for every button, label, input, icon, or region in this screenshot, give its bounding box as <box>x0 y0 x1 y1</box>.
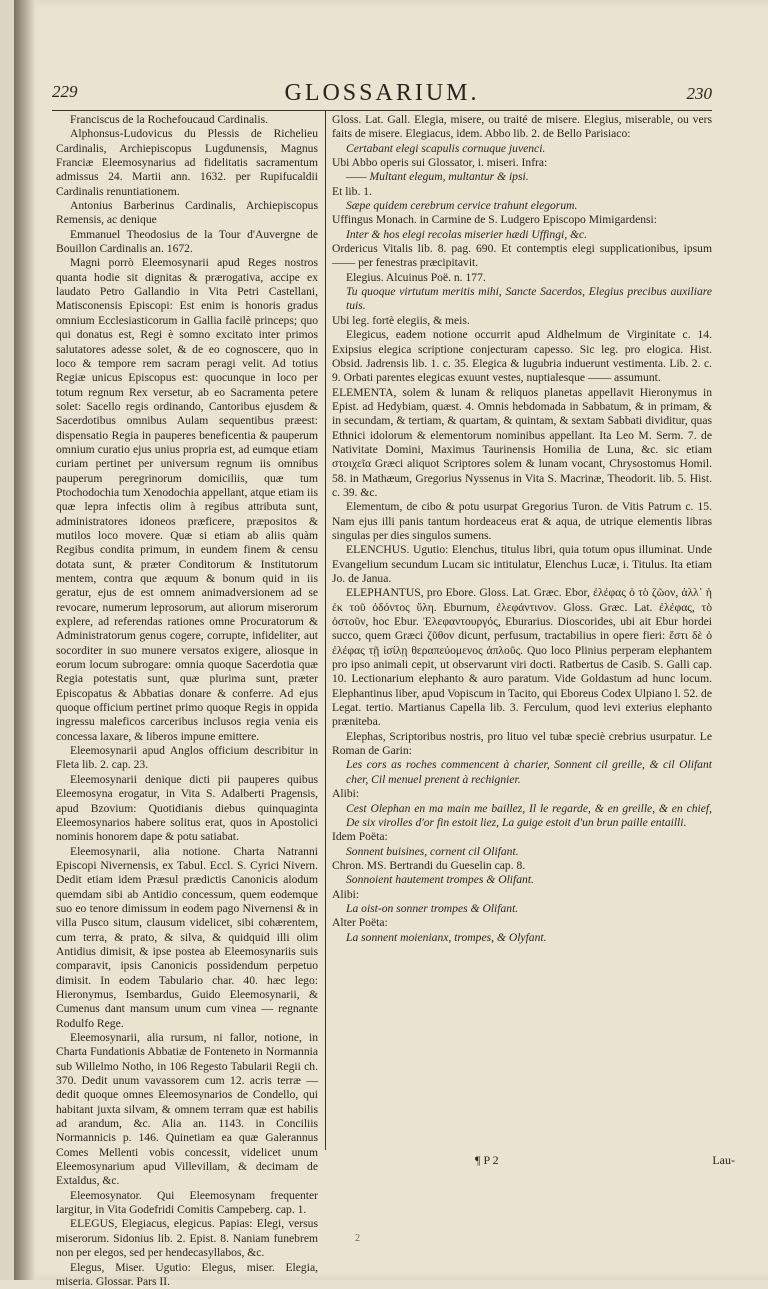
entry-paragraph: Elegus, Miser. Ugutio: Elegus, miser. Elegia, miseria. Glossar. Pars II. <box>56 1261 318 1289</box>
entry-paragraph: Et lib. 1. <box>332 185 712 199</box>
entry-paragraph: ELEPHANTUS, pro Ebore. Gloss. Lat. Græc. Ebor, ἐλέφας ὁ τὸ ζῶον, ἀλλ᾽ ἡ ἐκ τοῦ ὀδόντος ὕλη. Eburnum, ἐλεφάντινον. Gloss. Græc. Lat. ἐλέφας, τὸ ὀστοῦν, hoc Ebur. Ἐλεφαντουργός, Eburarius. Dioscorides, ubi ait Ebur hordei succo, quem Græci ζῦθον dicunt, perfusum, tractabilius in opere fieri: ἔστι δὲ ὁ ἐλέφας τῇ ἰσίλῃ θεραπεύομενος ἁπλοῦς. Quo loco Plinius perperam elephantem pro ipso animali cepit, ut observarunt viri docti. Ratbertus de Casib. S. Galli cap. 10. Lectionarium elephanto & auro paratum. Vide Goldastum ad hunc locum. Elephantinus liber, apud Vopiscum in Tacito, qui Eboreus Codex Ulpiano l. 52. de Legat. tertio. Martianus Capella lib. 3. Ferculum, quod levi exterius elephanto præniteba. <box>332 586 712 729</box>
entry-paragraph: Ubi leg. fortè elegiis, & meis. <box>332 314 712 328</box>
signature-mark: ¶ P 2 <box>475 1153 499 1168</box>
left-page-number: 229 <box>52 82 78 102</box>
verse-quote: Cest Olephan en ma main me baillez, Il le regarde, & en greille, & en chief, De six virolles d'or fin estoit liez, La guige estoit d'un brun paille entailli. <box>332 802 712 831</box>
entry-paragraph: Elephas, Scriptoribus nostris, pro lituo vel tubæ speciè crebrius usurpatur. Le Roman de Garin: <box>332 730 712 759</box>
verse-quote: La oist-on sonner trompes & Olifant. <box>332 902 712 916</box>
entry-paragraph: ELEGUS, Elegiacus, elegicus. Papias: Elegi, versus miserorum. Sidonius lib. 2. Epist. 8. Naniam funebrem non per elegos, sed per hendecasyllabos, &c. <box>56 1217 318 1260</box>
entry-paragraph: Gloss. Lat. Gall. Elegia, misere, ou traité de misere. Elegius, miserable, ou vers faits de misere. Elegiacus, idem. Abbo lib. 2. de Bello Parisiaco: <box>332 113 712 142</box>
entry-paragraph: ELENCHUS. Ugutio: Elenchus, titulus libri, quia totum opus illuminat. Unde Evangelium secundum Lucam sic intitulatur, Elenchus Lucæ, i. Titulus. Ita etiam Jo. de Janua. <box>332 543 712 586</box>
verse-quote: Sonnent buisines, cornent cil Olifant. <box>332 845 712 859</box>
verse-quote: Tu quoque virtutum meritis mihi, Sancte Sacerdos, Elegius precibus auxiliare tuis. <box>332 285 712 314</box>
running-header <box>52 80 712 110</box>
entry-paragraph: Elementum, de cibo & potu usurpat Gregorius Turon. de Vitis Patrum c. 15. Nam ejus illi panis tantum hordeaceus erat & aqua, de utrique elementis libras singulas per dies singulos sumens. <box>332 500 712 543</box>
verse-quote: —— Multant elegum, multantur & ipsi. <box>332 170 712 184</box>
entry-paragraph: Magni porrò Eleemosynarii apud Reges nostros quanta hodie sit dignitas & prærogativa, accipe ex laudato Petro Gallandio in Vita Petri Castellani, Matisconensis Episcopi: Est enim is honoris gradus omnium Ecclesiasticorum in Gallia facilè princeps; quo qui donatus est, Regi è somno excitato inter primos salutatores adesse solet, & de eo cognoscere, quo in loco & tempore rem sacram peragi velit. Ad totius Regiæ unicus Episcopus est: quocunque in loco per totum regnum Rex versetur, ab eo Sacramenta petere solet: Sacello regis ordinando, Cantoribus ejusdem & Sacerdotibus omnibus Aulam sequentibus præest: dispensatio Regia in pauperes beneficentia & pauperum omnium curatio ejus unius propria est, ad eumque etiam curiam pertinet per universum regnum iis omnibus pauperum peregrinorum domiciliis, quæ tum Ptochodochia tum Xenodochia appellant, atque etiam iis quæ lepra infectis olim à regibus attributa sunt, administratores idoneos præficere, præpositos & mutilos loco movere. Quæ si etiam ab aliis quàm Regibus condita primum, in eundem finem & censu dotata sunt, & præter Conditorum & Institutorum mentem, contra que æquum & bonum quid in iis geratur, ejus de est omnem animadversionem ad se revocare, numerum leprosorum, aut aliorum miserorum explere, ad referendas rationes omne Procuratorum & Administratorum genus cogere, corrupte, infideliter, aut socorditer in suo munere versatos exigere, aliosque in eorum locum subrogare: omnia quoque Sacerdotia quæ Regia potestatis sunt, quæ plurima sunt, præter Episcopatus & Abbatias donare & conferre. Ad ejus quoque officium pertinet primo quoque Regis in oppida ingressu maleficos carceribus inclusos regia venia eis concessa laxare, & liberos impune emittere. <box>56 256 318 744</box>
entry-paragraph: Antonius Barberinus Cardinalis, Archiepiscopus Remensis, ac denique <box>56 199 318 228</box>
page-footer <box>475 1153 755 1169</box>
bottom-mark: 2 <box>355 1233 360 1244</box>
page-title: GLOSSARIUM. <box>52 80 712 107</box>
verse-quote: Sonnoient hautement trompes & Olifant. <box>332 873 712 887</box>
entry-paragraph: Alibi: <box>332 888 712 902</box>
verse-quote: La sonnent moienianx, trompes, & Olyfant. <box>332 931 712 945</box>
entry-paragraph: Eleemosynarii, alia notione. Charta Natranni Episcopi Nivernensis, ex Tabul. Eccl. S. Cyrici Nivern. Dedit etiam idem Præsul prædictis Canonicis alodum quemdam sibi ab Antidio concessum, quem eodemque suo eo tenore dimissum in eodem pago Nivernensi & in villa Pusco situm, clausum videlicet, sibi cohærentem, cum terra, & prato, & silva, & quidquid illi olim Antidius dimisit, & ipse postea ab Eleemosynariis suis comparavit, ipsis Canonicis possidendum perpetuo dimisit. In eodem Tabulario char. 40. hæc lego: Hieronymus, Isembardus, Guido Eleemosynarii, & Cumenus dant mansum unum cum vinea — regnante Rodulfo Rege. <box>56 845 318 1031</box>
verse-quote: Inter & hos elegi recolas miserier hædi Uffingi, &c. <box>332 228 712 242</box>
right-page-number: 230 <box>687 84 713 104</box>
right-column <box>332 113 712 945</box>
entry-paragraph: Alter Poëta: <box>332 916 712 930</box>
entry-paragraph: Eleemosynator. Qui Eleemosynam frequenter largitur, in Vita Godefridi Comitis Campeberg. cap. 1. <box>56 1189 318 1218</box>
entry-paragraph: Alibi: <box>332 787 712 801</box>
entry-paragraph: Emmanuel Theodosius de la Tour d'Auvergne de Bouillon Cardinalis an. 1672. <box>56 228 318 257</box>
header-rule <box>52 110 712 111</box>
entry-paragraph: Elegicus, eadem notione occurrit apud Aldhelmum de Virginitate c. 14. Exipsius elegica scriptione conjecturam capesso. Sic leg. pro elogica. Hist. Obsid. Jadrensis lib. 1. c. 35. Elegica & lugubria induerunt vestimenta. Lib. 2. c. 9. Orbati parentes elegicas exuunt vestes, nuptialesque —— assumunt. <box>332 328 712 385</box>
entry-paragraph: Ordericus Vitalis lib. 8. pag. 690. Et contemptis elegi supplicationibus, ipsum —— per fenestras præcipitavit. <box>332 242 712 271</box>
page-binding-shadow <box>14 0 36 1280</box>
verse-quote: Certabant elegi scapulis cornuque juvenci. <box>332 142 712 156</box>
left-column <box>56 113 318 1289</box>
column-divider <box>325 110 326 1150</box>
entry-paragraph: Uffingus Monach. in Carmine de S. Ludgero Episcopo Mimigardensi: <box>332 213 712 227</box>
entry-paragraph: Idem Poëta: <box>332 830 712 844</box>
entry-paragraph: ELEMENTA, solem & lunam & reliquos planetas appellavit Hieronymus in Epist. ad Hedybiam, quæst. 4. Omnis hebdomada in Sabbatum, & in primam, & in secundam, & tertiam, & quartam, & quintam, & sextam Sabbati dividitur, quas Ethnici idolorum & elementorum nominibus appellant. Ita Leo M. Serm. 7. de Nativitate Domini, Maximus Taurinensis Homilia de Luna, &c. sic etiam στοιχεῖα Græci aliquot Scriptores solem & lunam vocant, Chrysostomus Homil. 58. in Mathæum, Gregorius Nyssenus in Vita S. Macrinæ, Theodorit. lib. 5. Hist. c. 39. &c. <box>332 386 712 501</box>
verse-quote: Sæpe quidem cerebrum cervice trahunt elegorum. <box>332 199 712 213</box>
entry-paragraph: Chron. MS. Bertrandi du Gueselin cap. 8. <box>332 859 712 873</box>
entry-paragraph: Eleemosynarii denique dicti pii pauperes quibus Eleemosyna erogatur, in Vita S. Adalberti Pragensis, apud Bzovium: Quotidianis diebus quinquaginta Eleemosynarios habere solitus erat, quos in Apostolici nominis honorem dape & potu satiabat. <box>56 773 318 845</box>
entry-paragraph: Eleemosynarii, alia rursum, ni fallor, notione, in Charta Fundationis Abbatiæ de Fonteneto in Normannia sub Willelmo Notho, in 106 Regesto Tabularii Regii ch. 370. Dedit unum vavassorem cum 12. acris terræ — dedit quoque omnes Eleemosynarios de Condello, qui habitant juxta silvam, & omnem terram quæ est habilis ad arandum, &c. Alia an. 1143. in Conciliis Normannicis p. 146. Quinetiam ea quæ Galerannus Comes Mellenti vobis concessit, videlicet unum Eleemosynarium apud Villevillam, & decimam de Extaldus, &c. <box>56 1031 318 1189</box>
catchword: Lau- <box>712 1153 735 1168</box>
entry-paragraph: Franciscus de la Rochefoucaud Cardinalis. <box>56 113 318 127</box>
entry-paragraph: Elegius. Alcuinus Poë. n. 177. <box>332 271 712 285</box>
entry-paragraph: Ubi Abbo operis sui Glossator, i. miseri. Infra: <box>332 156 712 170</box>
entry-paragraph: Eleemosynarii apud Anglos officium describitur in Fleta lib. 2. cap. 23. <box>56 744 318 773</box>
entry-paragraph: Alphonsus-Ludovicus du Plessis de Richelieu Cardinalis, Archiepiscopus Lugdunensis, Magnus Franciæ Eleemosynarius ad fidelitatis sacramentum admissus 24. Martii ann. 1632. per Rupifucaldii Cardinalis renuntiationem. <box>56 127 318 199</box>
verse-quote: Les cors as roches commencent à charier, Sonnent cil greille, & cil Olifant cher, Cil menuel prenent à rechignier. <box>332 758 712 787</box>
